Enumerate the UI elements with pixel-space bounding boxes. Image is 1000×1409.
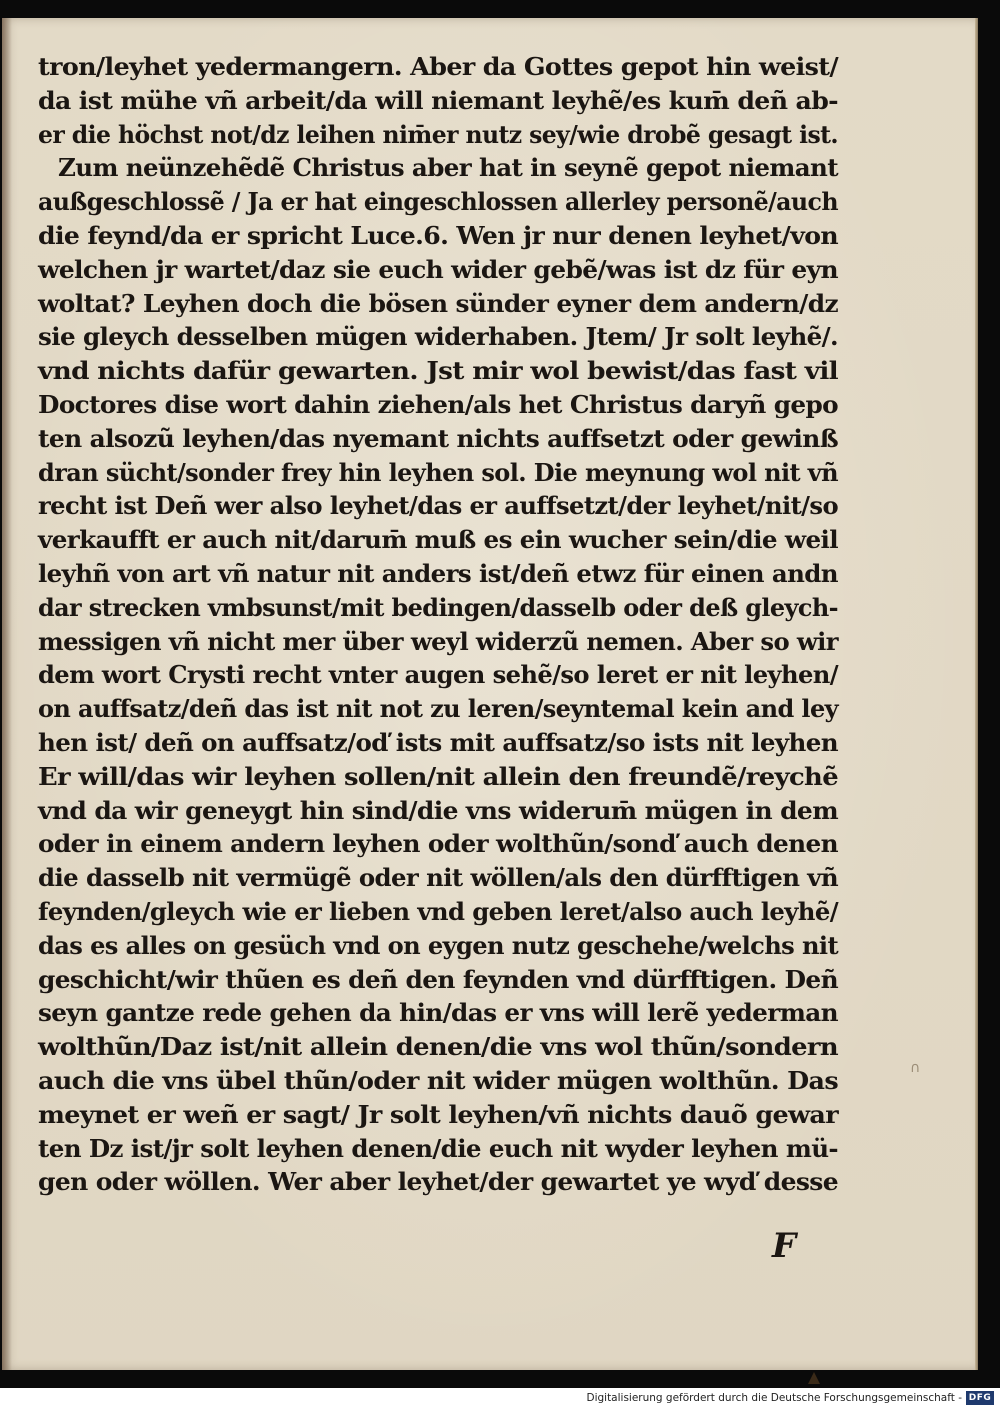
text-line: da ist mühe vñ arbeit/da will niemant leyhẽ/es kum̄ deñ ab- [38,85,838,115]
text-line: die dasselb nit vermügẽ oder nit wöllen/als den dürfftigen vñ [38,863,838,893]
text-line: vnd nichts dafür gewarten. Jst mir wol bewist/das fast vil [38,356,838,386]
text-line: leyhñ von art vñ natur nit anders ist/deñ etwz für einen andn [38,558,839,588]
text-line: Er will/das wir leyhen sollen/nit allein den freundẽ/reychẽ [38,761,838,791]
signature-mark: F [772,1226,797,1266]
text-line: Zum neünzehẽdẽ Christus aber hat in seynẽ gepot niemant [58,153,838,183]
text-line: er die höchst not/dz leihen nim̄er nutz sey/wie drobẽ gesagt ist. [38,119,838,149]
page-tear-mark [808,1372,820,1384]
text-line: feynden/gleych wie er lieben vnd geben leret/also auch leyhẽ/ [38,896,839,926]
text-line: die feynd/da er spricht Luce.6. Wen jr nur denen leyhet/von [38,220,838,250]
text-line: dran sücht/sonder frey hin leyhen sol. Die meynung wol nit vñ [38,457,839,487]
dfg-logo: DFG [966,1391,994,1405]
footer-bar [0,1388,1000,1409]
text-line: Doctores dise wort dahin ziehen/als het Christus daryñ gepo [38,389,839,419]
text-line: sie gleych desselben mügen widerhaben. Jtem/ Jr solt leyhẽ/. [38,322,838,352]
text-line: seyn gantze rede gehen da hin/das er vns will lerẽ yederman [38,998,838,1028]
text-line: gen oder wöllen. Wer aber leyhet/der gewartet ye wyď desse [38,1167,839,1197]
text-line: das es alles on gesüch vnd on eygen nutz geschehe/welchs nit [38,930,838,960]
text-line: dem wort Crysti recht vnter augen sehẽ/so leret er nit leyhen/ [38,660,838,690]
text-line: geschicht/wir thũen es deñ den feynden vnd dürfftigen. Deñ [38,964,839,994]
text-line: on auffsatz/deñ das ist nit not zu leren/seyntemal kein and ley [38,694,838,724]
text-line: messigen vñ nicht mer über weyl widerzũ nemen. Aber so wir [38,626,839,656]
text-line: dar strecken vmbsunst/mit bedingen/dasselb oder deß gleych- [38,592,838,622]
text-line: verkaufft er auch nit/darum̄ muß es ein wucher sein/die weil [38,525,838,555]
text-line: ten alsozũ leyhen/das nyemant nichts auffsetzt oder gewinß [38,423,838,453]
text-line: außgeschlossẽ / Ja er hat eingeschlossen allerley personẽ/auch [38,187,838,217]
stray-mark: ∩ [910,1060,921,1076]
book-page [2,18,975,1370]
digitization-credit: Digitalisierung gefördert durch die Deutsche Forschungsgemeinschaft - [586,1392,962,1404]
page-edge [975,18,978,1370]
text-line: welchen jr wartet/daz sie euch wider gebẽ/was ist dz für eyn [38,254,838,284]
text-line: meynet er weñ er sagt/ Jr solt leyhen/vñ nichts dauõ gewar [38,1099,838,1129]
text-line: woltat? Leyhen doch die bösen sünder eyner dem andern/dz [38,288,838,318]
text-line: auch die vns übel thũn/oder nit wider mügen wolthũn. Das [38,1065,838,1095]
text-line: tron/leyhet yedermangern. Aber da Gottes gepot hin weist/ [38,52,838,81]
text-line: hen ist/ deñ on auffsatz/oď ists mit auffsatz/so ists nit leyhen [38,727,838,757]
text-line: wolthũn/Daz ist/nit allein denen/die vns wol thũn/sondern [38,1032,838,1062]
blackletter-text-block [38,50,858,1199]
text-line: recht ist Deñ wer also leyhet/das er auffsetzt/der leyhet/nit/so [38,491,838,521]
gutter-shadow [2,18,12,1370]
text-line: vnd da wir geneygt hin sind/die vns widerum̄ mügen in dem [38,795,838,825]
text-line: oder in einem andern leyhen oder wolthũn/sonď auch denen [38,829,838,859]
text-line: ten Dz ist/jr solt leyhen denen/die euch nit wyder leyhen mü- [38,1133,838,1163]
